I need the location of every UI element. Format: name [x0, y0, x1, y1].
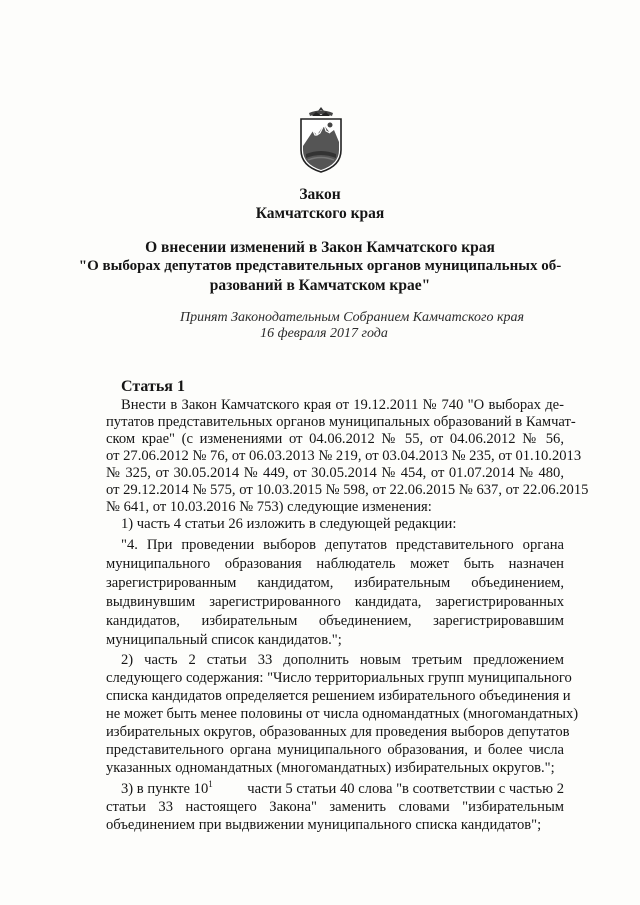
- law-subject-line-1: О внесении изменений в Закон Камчатского края: [145, 239, 495, 256]
- text-line: муниципальный список кандидатов.";: [106, 632, 342, 648]
- text-line: зарегистрированным кандидатом, избирательным объединением,: [106, 575, 564, 591]
- text-line: от 29.12.2014 № 575, от 10.03.2015 № 598, от 22.06.2015 № 637, от 22.06.2015: [106, 482, 589, 498]
- superscript: 1: [208, 779, 213, 790]
- text-line: 2) часть 2 статьи 33 дополнить новым третьим предложением: [121, 652, 564, 668]
- text-line: № 325, от 30.05.2014 № 449, от 30.05.2014 № 454, от 01.07.2014 № 480,: [106, 465, 564, 481]
- text-line: "4. При проведении выборов депутатов представительного органа: [121, 537, 564, 553]
- text-line: объединением при выдвижении муниципального списка кандидатов";: [106, 817, 542, 833]
- law-subject-line-2: "О выборах депутатов представительных органов муниципальных об-: [78, 258, 562, 274]
- text-line: указанных одномандатных (многомандатных) избирательных округов.";: [106, 760, 555, 776]
- law-title: Закон: [299, 186, 341, 203]
- adoption-note-line-1: Принят Законодательным Собранием Камчатского края: [179, 310, 525, 325]
- text-line: списка кандидатов определяется решением избирательного объединения и: [106, 688, 571, 704]
- coat-of-arms-icon: [296, 106, 346, 174]
- text-line: кандидатов, избирательным объединением, зарегистрировавшим: [106, 613, 564, 629]
- text-line: 1) часть 4 статьи 26 изложить в следующей редакции:: [121, 516, 457, 532]
- text-line: [121, 781, 564, 798]
- text-line: Внести в Закон Камчатского края от 19.12.2011 № 740 "О выборах де-: [121, 397, 564, 413]
- text-line: выдвинувшим зарегистрированного кандидата, зарегистрированных: [106, 594, 564, 610]
- text-line: ском крае" (с изменениями от 04.06.2012 № 55, от 04.06.2012 № 56,: [106, 431, 564, 447]
- text-line: следующего содержания: "Число территориальных групп муниципального: [106, 670, 572, 686]
- text-line: от 27.06.2012 № 76, от 06.03.2013 № 219, от 03.04.2013 № 235, от 01.10.2013: [106, 448, 582, 464]
- law-region: Камчатского края: [255, 205, 385, 222]
- text-line: № 641, от 10.03.2016 № 753) следующие изменения:: [106, 499, 432, 515]
- text-line: избирательных округов, образованных для проведения выборов депутатов: [106, 724, 570, 740]
- text-fragment: части 5 статьи 40 слова "в соответствии с частью 2: [247, 781, 564, 797]
- adoption-date: 16 февраля 2017 года: [260, 326, 388, 341]
- text-line: представительного органа муниципального образования, и более числа: [106, 742, 564, 758]
- article-heading: Статья 1: [121, 378, 185, 395]
- text-line: путатов представительных органов муниципальных образований в Камчат-: [106, 414, 576, 430]
- law-subject-line-3: разований в Камчатском крае": [209, 277, 431, 294]
- text-line: муниципального образования наблюдатель может быть назначен: [106, 556, 564, 572]
- text-line: статьи 33 настоящего Закона" заменить словами "избирательным: [106, 799, 564, 815]
- text-line: не может быть менее половины от числа одномандатных (многомандатных): [106, 706, 579, 722]
- text-fragment: 3) в пункте $10^1$: [121, 779, 213, 797]
